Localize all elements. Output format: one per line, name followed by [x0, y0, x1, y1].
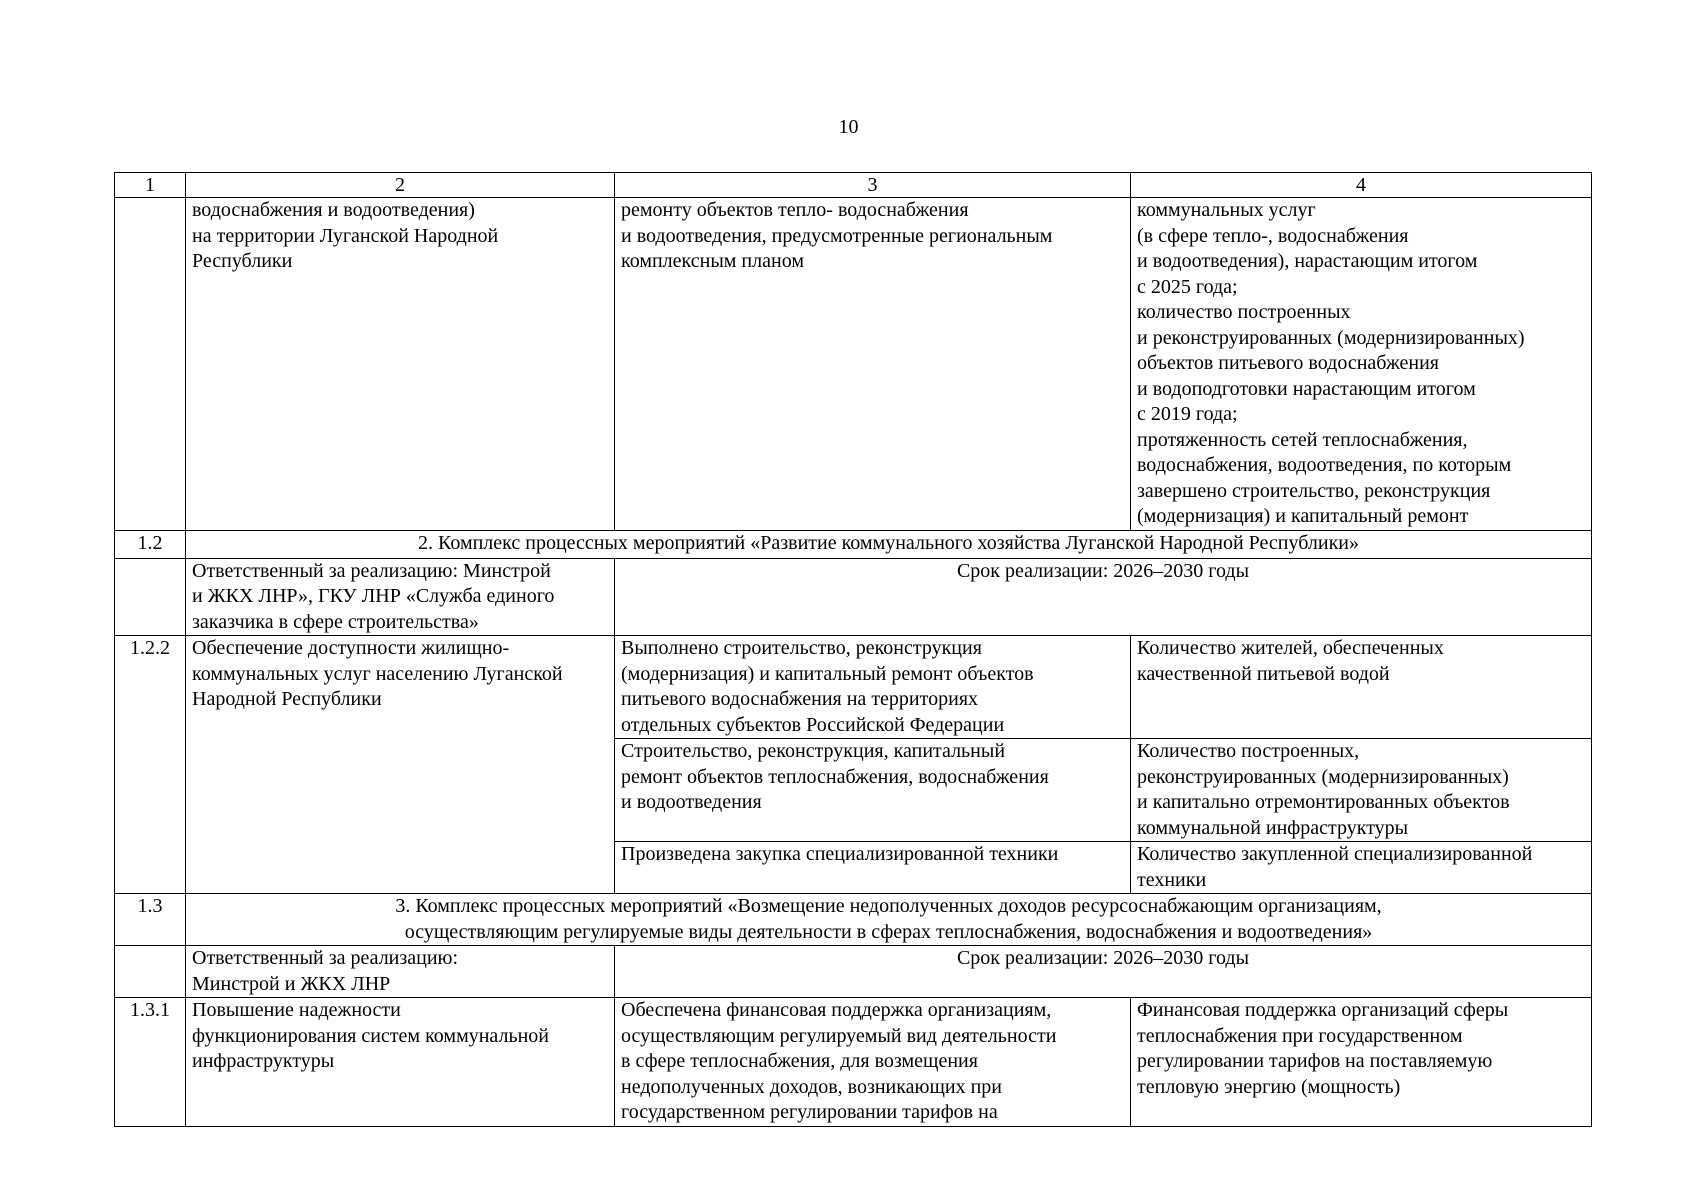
table-header-row: [115, 173, 1592, 198]
cell-result: Выполнено строительство, реконструкция (модернизация) и капитальный ремонт объектов питьевого водоснабжения на территориях отдельных субъектов Российской Федерации: [615, 636, 1131, 739]
cell-indicator: Количество построенных, реконструированных (модернизированных) и капитально отремонтированных объектов коммунальной инфраструктуры: [1131, 739, 1592, 842]
column-header-1: 1: [115, 173, 186, 198]
term-cell: Срок реализации: 2026–2030 годы: [615, 558, 1592, 636]
item-number: 1.3.1: [115, 998, 186, 1127]
section-row-1-3: [115, 894, 1592, 946]
cell-empty: [115, 946, 186, 998]
cell-result: Произведена закупка специализированной техники: [615, 842, 1131, 894]
cell-task: Повышение надежности функционирования систем коммунальной инфраструктуры: [186, 998, 615, 1127]
item-number: 1.2.2: [115, 636, 186, 894]
cell-task: Обеспечение доступности жилищно- коммунальных услуг населению Луганской Народной Республики: [186, 636, 615, 894]
cell-result: ремонту объектов тепло- водоснабжения и водоотведения, предусмотренные региональным комплексным планом: [615, 198, 1131, 531]
section-title: 3. Комплекс процессных мероприятий «Возмещение недополученных доходов ресурсоснабжающим организациям, осуществляющим регулируемые виды деятельности в сферах теплоснабжения, водоснабжения и водоотведения»: [186, 894, 1592, 946]
section-number: 1.3: [115, 894, 186, 946]
program-table: [114, 172, 1592, 1127]
responsible-cell: Ответственный за реализацию: Минстрой и ЖКХ ЛНР», ГКУ ЛНР «Служба единого заказчика в сфере строительства»: [186, 558, 615, 636]
cell-empty: [115, 558, 186, 636]
cell-indicator: Финансовая поддержка организаций сферы теплоснабжения при государственном регулировании тарифов на поставляемую тепловую энергию (мощность): [1131, 998, 1592, 1127]
cell-indicator: коммунальных услуг (в сфере тепло-, водоснабжения и водоотведения), нарастающим итогом с 2025 года; количество построенных и реконструированных (модернизированных) объектов питьевого водоснабжения и водоподготовки нарастающим итогом с 2019 года; протяженность сетей теплоснабжения, водоснабжения, водоотведения, по которым завершено строительство, реконструкция (модернизация) и капитальный ремонт: [1131, 198, 1592, 531]
column-header-2: 2: [186, 173, 615, 198]
responsible-row-1-2: [115, 558, 1592, 636]
table-row-1-3-1: [115, 998, 1592, 1127]
cell-result: Строительство, реконструкция, капитальный ремонт объектов теплоснабжения, водоснабжения и водоотведения: [615, 739, 1131, 842]
page-number: 10: [838, 116, 859, 138]
cell-indicator: Количество жителей, обеспеченных качественной питьевой водой: [1131, 636, 1592, 739]
section-number: 1.2: [115, 530, 186, 558]
table-row-1-2-2: [115, 636, 1592, 739]
table-row-continuation: [115, 198, 1592, 531]
section-title: 2. Комплекс процессных мероприятий «Развитие коммунального хозяйства Луганской Народной Республики»: [186, 530, 1592, 558]
term-cell: Срок реализации: 2026–2030 годы: [615, 946, 1592, 998]
responsible-row-1-3: [115, 946, 1592, 998]
cell-task: водоснабжения и водоотведения) на территории Луганской Народной Республики: [186, 198, 615, 531]
responsible-cell: Ответственный за реализацию: Минстрой и ЖКХ ЛНР: [186, 946, 615, 998]
cell-indicator: Количество закупленной специализированной техники: [1131, 842, 1592, 894]
section-row-1-2: [115, 530, 1592, 558]
cell-number: [115, 198, 186, 531]
column-header-4: 4: [1131, 173, 1592, 198]
cell-result: Обеспечена финансовая поддержка организациям, осуществляющим регулируемый вид деятельности в сфере теплоснабжения, для возмещения недополученных доходов, возникающих при государственном регулировании тарифов на: [615, 998, 1131, 1127]
column-header-3: 3: [615, 173, 1131, 198]
